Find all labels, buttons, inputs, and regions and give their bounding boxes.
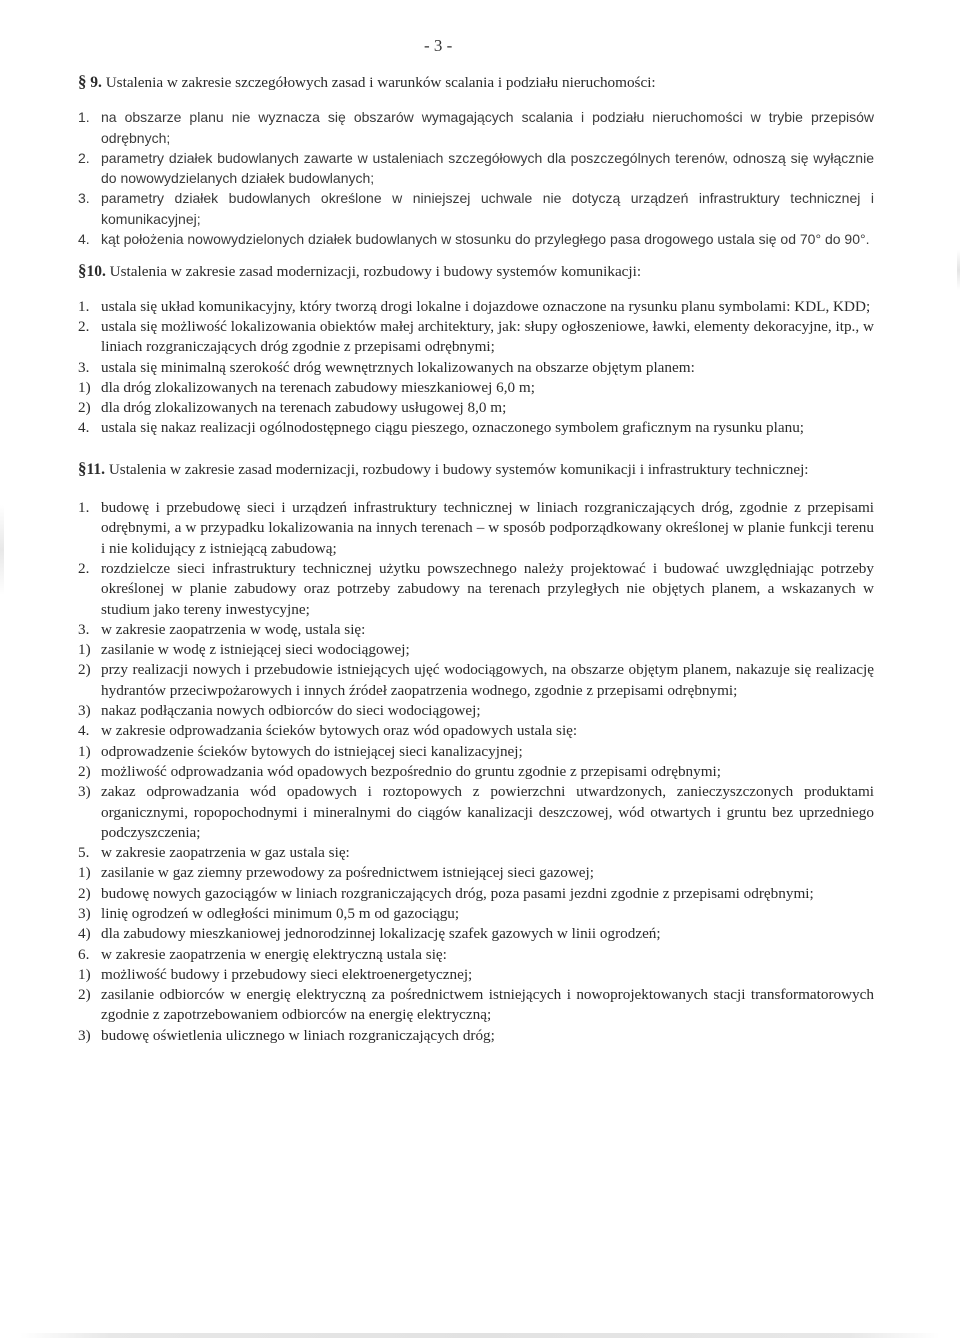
list-item xyxy=(78,418,874,438)
item-number: 5. xyxy=(78,844,90,862)
item-text: zasilanie odbiorców w energię elektryczną za pośrednictwem istniejących i nowoprojektowanych stacji transformatorowych zgodnie z zapotrzebowaniem odbiorców na energię elektryczną; xyxy=(101,986,874,1024)
item-number: 2) xyxy=(78,986,91,1004)
section-title: Ustalenia w zakresie zasad modernizacji, rozbudowy i budowy systemów komunikacji i infrastruktury technicznej: xyxy=(108,460,809,478)
item-number: 4) xyxy=(78,925,91,943)
item-number: 3. xyxy=(78,358,90,376)
item-number: 2) xyxy=(78,884,91,902)
item-number: 6. xyxy=(78,945,90,963)
item-text: w zakresie zaopatrzenia w gaz ustala się: xyxy=(101,844,350,862)
item-number: 1. xyxy=(78,109,90,126)
list-item xyxy=(78,863,874,883)
item-text: linię ogrodzeń w odległości minimum 0,5 m od gazociągu; xyxy=(101,904,460,922)
list-item xyxy=(78,945,874,965)
section-title: Ustalenia w zakresie szczegółowych zasad i warunków scalania i podziału nieruchomości: xyxy=(105,74,656,91)
item-text: kąt położenia nowowydzielonych działek budowlanych w stosunku do przyległego pasa drogowego ustala się od 70° do 90°. xyxy=(101,231,870,248)
item-number: 3) xyxy=(78,783,91,801)
list-item xyxy=(78,721,874,741)
section-number: 9. xyxy=(90,74,102,91)
item-text: dla dróg zlokalizowanych na terenach zabudowy usługowej 8,0 m; xyxy=(101,399,507,417)
list-item xyxy=(78,660,874,701)
item-number: 2) xyxy=(78,762,91,780)
list-item xyxy=(78,701,874,721)
item-text: ustala się układ komunikacyjny, który tworzą drogi lokalne i dojazdowe oznaczone na rysunku planu symbolami: KDL, KDD; xyxy=(101,297,871,315)
item-number: 2. xyxy=(78,559,90,577)
item-number: 2. xyxy=(78,317,90,335)
list-item xyxy=(78,904,874,924)
section-symbol: § xyxy=(78,72,87,91)
list-item xyxy=(78,148,874,189)
item-text: budowę nowych gazociągów w liniach rozgraniczających dróg, poza pasami jezdni zgodnie z przepisami odrębnymi; xyxy=(101,884,814,902)
item-number: 3) xyxy=(78,904,91,922)
item-text: ustala się nakaz realizacji ogólnodostępnego ciągu pieszego, oznaczonego symbolem graficznym na rysunku planu; xyxy=(101,419,805,437)
item-text: ustala się minimalną szerokość dróg wewnętrznych lokalizowanych na obszarze objętym planem: xyxy=(101,358,695,376)
item-number: 3) xyxy=(78,1026,91,1044)
section-11-list xyxy=(78,498,874,1046)
item-text: przy realizacji nowych i przebudowie istniejących ujęć wodociągowych, na obszarze objętym planem, nakazuje się realizację hydrantów przeciwpożarowych i innych źródeł zaopatrzenia wodnego, zgodnie z przepisami odrębnymi; xyxy=(101,661,874,699)
item-number: 2) xyxy=(78,661,91,679)
list-item xyxy=(78,782,874,843)
page-number: - 3 - xyxy=(424,36,453,55)
list-item xyxy=(78,985,874,1026)
item-text: budowę oświetlenia ulicznego w liniach rozgraniczających dróg; xyxy=(101,1026,495,1044)
scan-edge-mark-left xyxy=(0,505,4,595)
item-text: w zakresie zaopatrzenia w wodę, ustala się: xyxy=(101,620,366,638)
section-9-list xyxy=(78,107,874,249)
item-text: parametry działek budowlanych określone w niniejszej uchwale nie dotyczą urządzeń infrastruktury technicznej i komunikacyjnej; xyxy=(101,190,874,227)
item-number: 1. xyxy=(78,297,90,315)
list-item xyxy=(78,640,874,660)
document-body xyxy=(78,70,874,1046)
item-number: 4. xyxy=(78,722,90,740)
section-number: 11. xyxy=(86,460,106,478)
item-number: 1) xyxy=(78,864,91,882)
list-item xyxy=(78,965,874,985)
list-item xyxy=(78,229,874,249)
scan-bottom-edge xyxy=(20,1333,940,1338)
list-item xyxy=(78,742,874,762)
list-item xyxy=(78,378,874,398)
item-text: dla zabudowy mieszkaniowej jednorodzinnej lokalizację szafek gazowych w linii ogrodzeń; xyxy=(101,925,661,943)
item-text: ustala się możliwość lokalizowania obiektów małej architektury, jak: słupy ogłoszeniowe, ławki, elementy dekoracyjne, itp., w liniach rozgraniczających dróg zgodnie z przepisami odrębnymi; xyxy=(101,317,874,356)
item-number: 1) xyxy=(78,641,91,659)
item-text: nakaz podłączania nowych odbiorców do sieci wodociągowej; xyxy=(101,702,481,720)
list-item xyxy=(78,620,874,640)
item-text: na obszarze planu nie wyznacza się obszarów wymagających scalania i podziału nieruchomości w trybie przepisów odrębnych; xyxy=(101,109,874,146)
list-item xyxy=(78,358,874,378)
section-heading-11 xyxy=(78,459,874,480)
item-text: dla dróg zlokalizowanych na terenach zabudowy mieszkaniowej 6,0 m; xyxy=(101,378,535,396)
item-number: 1) xyxy=(78,378,91,396)
section-number: 10. xyxy=(86,263,106,281)
list-item xyxy=(78,843,874,863)
item-text: odprowadzenie ścieków bytowych do istniejącej sieci kanalizacyjnej; xyxy=(101,742,523,760)
item-number: 3. xyxy=(78,620,90,638)
list-item xyxy=(78,884,874,904)
item-number: 3. xyxy=(78,190,90,207)
list-item xyxy=(78,188,874,229)
item-text: zakaz odprowadzania wód opadowych i roztopowych z powierzchni utwardzonych, zanieczyszczonych produktami organicznymi, ropopochodnymi i mineralnymi do ciągów kanalizacji deszczowej, wód otwartych i gruntu bez uprzedniego podczyszczenia; xyxy=(101,783,874,841)
section-symbol: § xyxy=(78,458,87,478)
item-number: 1) xyxy=(78,965,91,983)
section-title: Ustalenia w zakresie zasad modernizacji, rozbudowy i budowy systemów komunikacji: xyxy=(109,263,642,281)
list-item xyxy=(78,762,874,782)
item-number: 2) xyxy=(78,399,91,417)
list-item xyxy=(78,107,874,148)
item-number: 1. xyxy=(78,499,90,517)
item-text: budowę i przebudowę sieci i urządzeń infrastruktury technicznej w liniach rozgraniczających dróg, zgodnie z przepisami odrębnymi, a w przypadku lokalizowania na innych terenach – w sposób podporządkowany określonej w planie funkcji terenu i nie kolidujący z istniejącą zabudową; xyxy=(101,499,874,557)
item-text: parametry działek budowlanych zawarte w ustaleniach szczegółowych dla poszczególnych terenów, odnoszą się wyłącznie do nowowydzielanych działek budowlanych; xyxy=(101,149,874,187)
item-number: 2. xyxy=(78,149,90,166)
item-number: 4. xyxy=(78,231,90,248)
item-text: zasilanie w gaz ziemny przewodowy za pośrednictwem istniejącej sieci gazowej; xyxy=(101,864,594,882)
item-text: możliwość budowy i przebudowy sieci elektroenergetycznej; xyxy=(101,965,473,983)
section-symbol: § xyxy=(78,261,87,281)
list-item xyxy=(78,559,874,620)
list-item xyxy=(78,297,874,317)
item-text: rozdzielcze sieci infrastruktury technicznej użytku powszechnego należy projektować i budować uwzględniając potrzeby określonej w planie zabudowy oraz potrzeby zabudowy na terenach przyległych nie objętych planem, a wskazanych w studium jako tereny inwestycyjne; xyxy=(101,559,874,618)
section-heading-9 xyxy=(78,72,874,93)
item-text: w zakresie zaopatrzenia w energię elektryczną ustala się: xyxy=(101,945,447,963)
section-heading-10 xyxy=(78,261,874,282)
list-item xyxy=(78,498,874,559)
list-item xyxy=(78,924,874,944)
list-item xyxy=(78,317,874,358)
item-number: 3) xyxy=(78,702,91,720)
item-text: zasilanie w wodę z istniejącej sieci wodociągowej; xyxy=(101,641,410,659)
item-text: możliwość odprowadzania wód opadowych bezpośrednio do gruntu zgodnie z przepisami odrębnymi; xyxy=(101,762,721,780)
list-item xyxy=(78,398,874,418)
item-number: 1) xyxy=(78,742,91,760)
item-text: w zakresie odprowadzania ścieków bytowych oraz wód opadowych ustala się: xyxy=(101,722,578,740)
item-number: 4. xyxy=(78,419,90,437)
section-10-list xyxy=(78,297,874,439)
list-item xyxy=(78,1026,874,1046)
